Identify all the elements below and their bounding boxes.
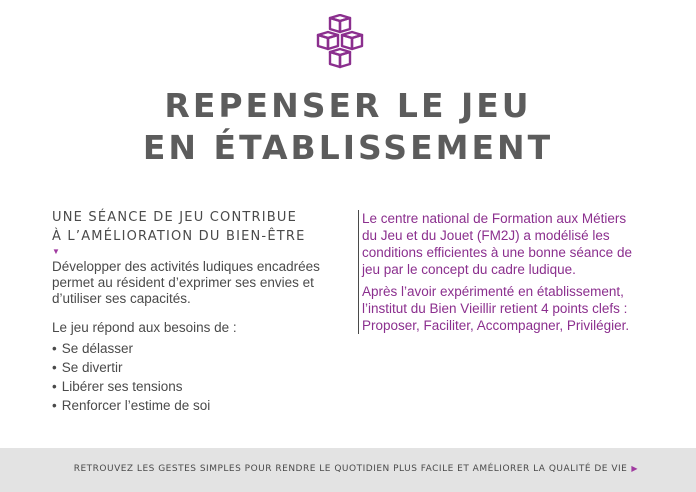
footer-text: RETROUVEZ LES GESTES SIMPLES POUR RENDRE LE QUOTIDIEN PLUS FACILE ET AMÉLIORER LA QUALITÉ DE VIE	[73, 464, 628, 474]
needs-intro: Le jeu répond aux besoins de :	[52, 320, 237, 335]
list-item: • Se divertir	[52, 358, 334, 377]
section-heading-line-2: À L’AMÉLIORATION DU BIEN-ÊTRE	[52, 229, 306, 244]
footer-link[interactable]	[74, 464, 638, 474]
key-points-paragraph: Après l’avoir expérimenté en établissement, l’institut du Bien Vieillir retient 4 points clefs : Proposer, Faciliter, Accompagner, Privilégier.	[362, 284, 630, 333]
list-item: • Se délasser	[52, 339, 334, 358]
list-item: • Renforcer l’estime de soi	[52, 396, 334, 415]
footer-banner	[0, 448, 696, 492]
intro-paragraph: Développer des activités ludiques encadrées permet au résident d’exprimer ses envies et d’utiliser ses capacités.	[52, 259, 320, 306]
page-title-line-2: EN ÉTABLISSEMENT	[142, 128, 554, 167]
triangle-down-icon: ▼	[52, 247, 60, 256]
left-column	[52, 208, 334, 415]
page-title-line-1: REPENSER LE JEU	[164, 86, 532, 125]
needs-list	[52, 339, 334, 415]
fm2j-paragraph: Le centre national de Formation aux Métiers du Jeu et du Jouet (FM2J) a modélisé les conditions efficientes à une bonne séance de jeu par le concept du cadre ludique.	[362, 211, 632, 277]
section-heading-line-1: UNE SÉANCE DE JEU CONTRIBUE	[52, 210, 298, 225]
triangle-right-icon: ▶	[631, 464, 638, 473]
cubes-icon	[316, 14, 366, 72]
section-heading	[52, 208, 334, 246]
list-item: • Libérer ses tensions	[52, 377, 334, 396]
right-column	[358, 210, 638, 334]
